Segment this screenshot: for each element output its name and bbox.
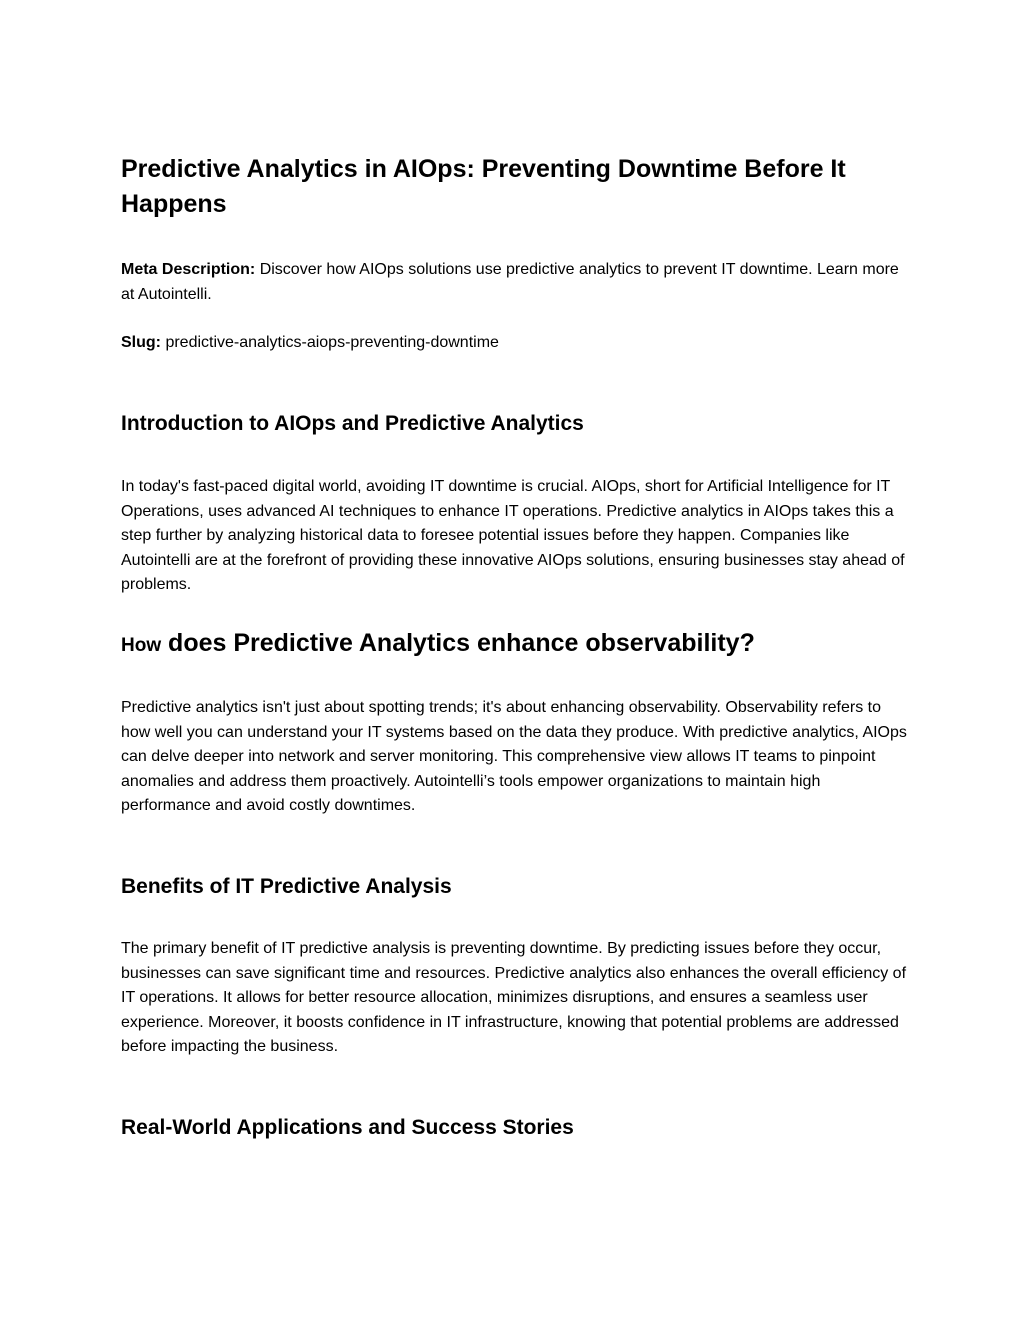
slug-line — [121, 331, 911, 356]
section-heading-observability-prefix: How — [121, 635, 162, 656]
meta-description — [121, 258, 911, 307]
section-body-benefits: The primary benefit of IT predictive analysis is preventing downtime. By predicting issues before they occur, businesses can save significant time and resources. Predictive analytics also enhances the overall efficiency of IT operations. It allows for better resource allocation, minimizes disruptions, and ensures a seamless user experience. Moreover, it boosts confidence in IT infrastructure, knowing that potential problems are addressed before impacting the business. — [121, 940, 907, 1055]
meta-description-label: Meta Description: — [121, 261, 256, 278]
section-heading-benefits: Benefits of IT Predictive Analysis — [121, 875, 452, 898]
slug-label: Slug: — [121, 334, 161, 351]
slug-text: predictive-analytics-aiops-preventing-downtime — [161, 334, 499, 351]
section-heading-real-world: Real-World Applications and Success Stories — [121, 1116, 574, 1139]
section-heading-observability — [121, 629, 911, 660]
section-body-observability: Predictive analytics isn't just about spotting trends; it's about enhancing observability. Observability refers to how well you can understand your IT systems based on the data they produce. With predictive analytics, AIOps can delve deeper into network and server monitoring. This comprehensive view allows IT teams to pinpoint anomalies and address them proactively. Autointelli’s tools empower organizations to maintain high performance and avoid costly downtimes. — [121, 699, 907, 814]
section-body-introduction: In today's fast-paced digital world, avoiding IT downtime is crucial. AIOps, short for Artificial Intelligence for IT Operations, uses advanced AI techniques to enhance IT operations. Predictive analytics in AIOps takes this a step further by analyzing historical data to foresee potential issues before they happen. Companies like Autointelli are at the forefront of providing these innovative AIOps solutions, ensuring businesses stay ahead of problems. — [121, 478, 905, 593]
meta-description-text: Discover how AIOps solutions use predictive analytics to prevent IT downtime. Learn more at Autointelli. — [121, 261, 899, 303]
section-heading-observability-text: does Predictive Analytics enhance observability? — [161, 629, 755, 657]
document-title: Predictive Analytics in AIOps: Preventing Downtime Before It Happens — [121, 155, 846, 218]
section-heading-introduction: Introduction to AIOps and Predictive Analytics — [121, 412, 584, 435]
